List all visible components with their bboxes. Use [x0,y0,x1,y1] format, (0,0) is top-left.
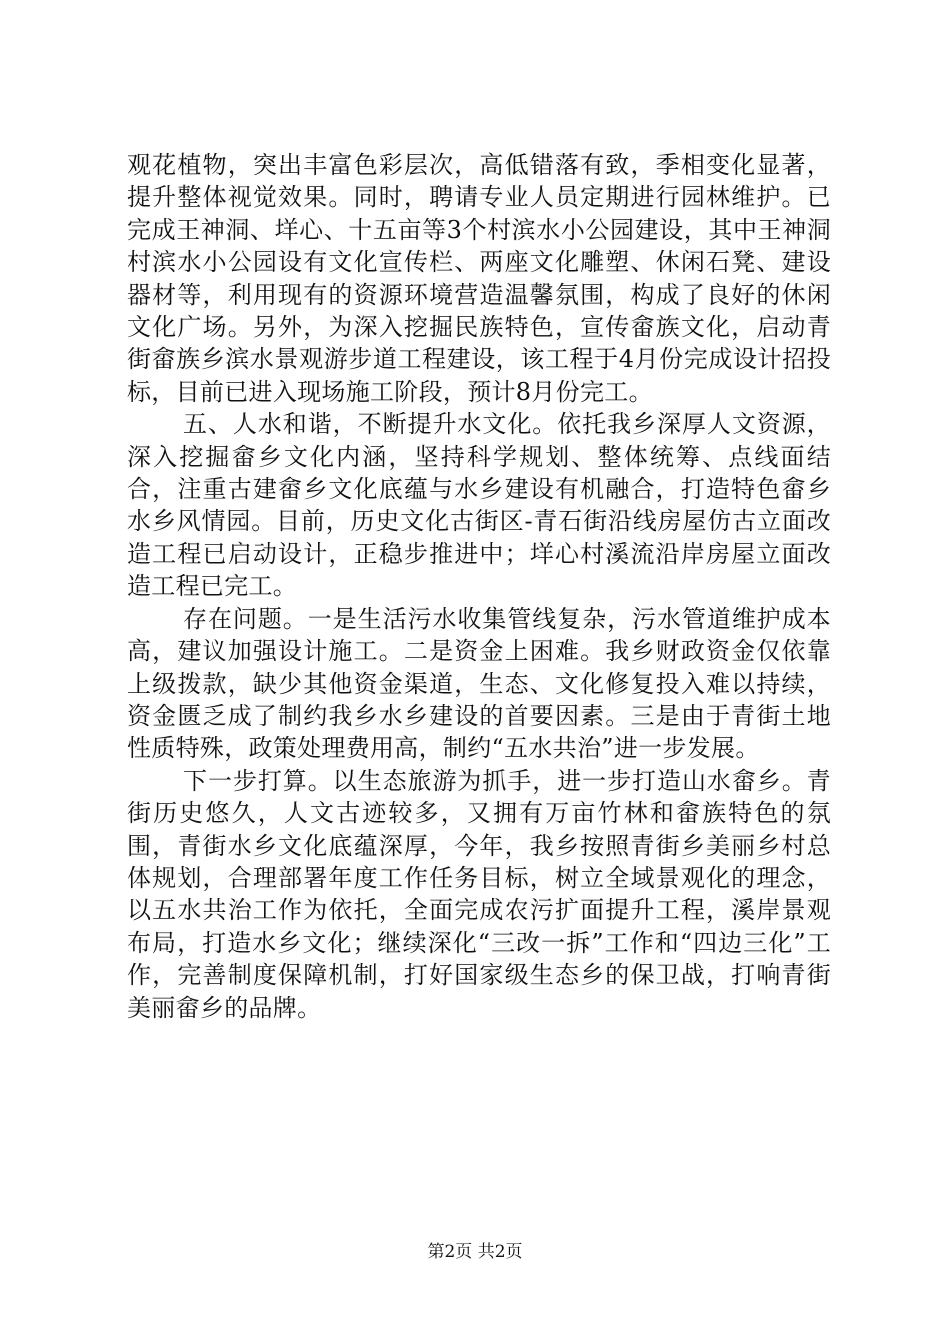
document-body [127,149,831,1024]
paragraph-4: 下一步打算。以生态旅游为抓手，进一步打造山水畲乡。青街历史悠久，人文古迹较多，又拥有万亩竹林和畲族特色的氛围，青街水乡文化底蕴深厚，今年，我乡按照青街乡美丽乡村总体规划，合理部署年度工作任务目标，树立全域景观化的理念，以五水共治工作为依托，全面完成农污扩面提升工程，溪岸景观布局，打造水乡文化；继续深化“三改一拆”工作和“四边三化”工作，完善制度保障机制，打好国家级生态乡的保卫战，打响青街美丽畲乡的品牌。 [127,766,831,1022]
paragraph-3: 存在问题。一是生活污水收集管线复杂，污水管道维护成本高，建议加强设计施工。二是资金上困难。我乡财政资金仅依靠上级拨款，缺少其他资金渠道，生态、文化修复投入难以持续，资金匮乏成了制约我乡水乡建设的首要因素。三是由于青街土地性质特殊，政策处理费用高，制约“五水共治”进一步发展。 [127,604,831,763]
paragraph-2: 五、人水和谐，不断提升水文化。依托我乡深厚人文资源，深入挖掘畲乡文化内涵，坚持科学规划、整体统筹、点线面结合，注重古建畲乡文化底蕴与水乡建设有机融合，打造特色畲乡水乡风情园。目前，历史文化古街区-青石街沿线房屋仿古立面改造工程已启动设计，正稳步推进中；垟心村溪流沿岸房屋立面改造工程已完工。 [127,410,831,601]
paragraph-1: 观花植物，突出丰富色彩层次，高低错落有致，季相变化显著，提升整体视觉效果。同时，聘请专业人员定期进行园林维护。已完成王神洞、垟心、十五亩等3个村滨水小公园建设，其中王神洞村滨水小公园设有文化宣传栏、两座文化雕塑、休闲石凳、建设器材等，利用现有的资源环境营造温馨氛围，构成了良好的休闲文化广场。另外，为深入挖掘民族特色，宣传畲族文化，启动青街畲族乡滨水景观游步道工程建设，该工程于4月份完成设计招投标，目前已进入现场施工阶段，预计8月份完工。 [127,151,831,406]
page-number-footer: 第2页 共2页 [427,1242,523,1262]
